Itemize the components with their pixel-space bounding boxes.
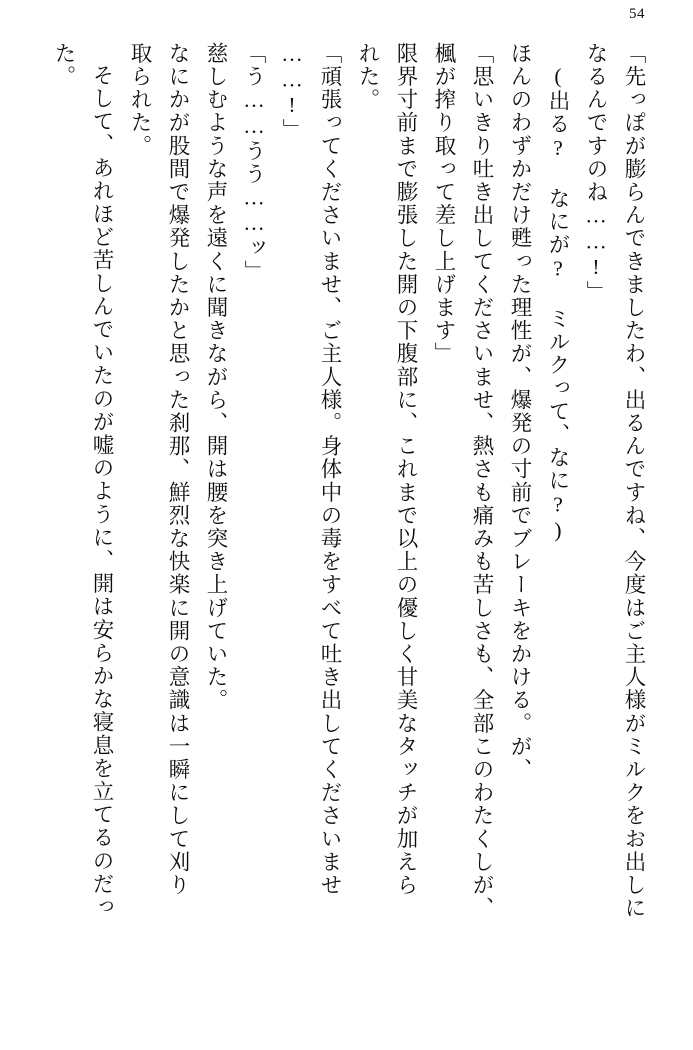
text-line: 慈しむような声を遠くに聞きながら、開は腰を突き上げていた。 [204,42,228,712]
text-line: なるんですのね……!」 [584,42,608,304]
text-line: 楓が搾り取って差し上げます」 [432,42,456,366]
text-line: 「う……うう……ッ」 [242,42,266,283]
text-line: そして、あれほど苦しんでいたのが嘘のように、開は安らかな寝息を立てるのだっ [90,64,114,919]
text-line: 「思いきり吐き出してくださいませ、熱さも痛みも苦しさも、全部このわたくしが、 [470,42,494,920]
text-line: ほんのわずかだけ甦った理性が、爆発の寸前でブレーキをかける。が、 [508,42,532,782]
text-line: ……!」 [280,42,304,142]
text-line: なにかが股間で爆発したかと思った刹那、鮮烈な快楽に開の意識は一瞬にして刈り [166,42,190,897]
text-line: (出る? なにが? ミルクって、なに?) [546,64,570,544]
text-line: た。 [52,42,76,89]
vertical-text-body [40,42,653,1020]
text-line: 取られた。 [128,42,152,158]
text-line: 「先っぽが膨らんできましたわ、出るんですね、今度はご主人様がミルクをお出しに [622,42,646,920]
text-line: れた。 [356,42,380,112]
text-line: 限界寸前まで膨張した開の下腹部に、これまで以上の優しく甘美なタッチが加えら [394,42,418,897]
text-line: 「頑張ってくださいませ、ご主人様。身体中の毒をすべて吐き出してくださいませ [318,42,342,897]
page-number: 54 [629,6,645,22]
